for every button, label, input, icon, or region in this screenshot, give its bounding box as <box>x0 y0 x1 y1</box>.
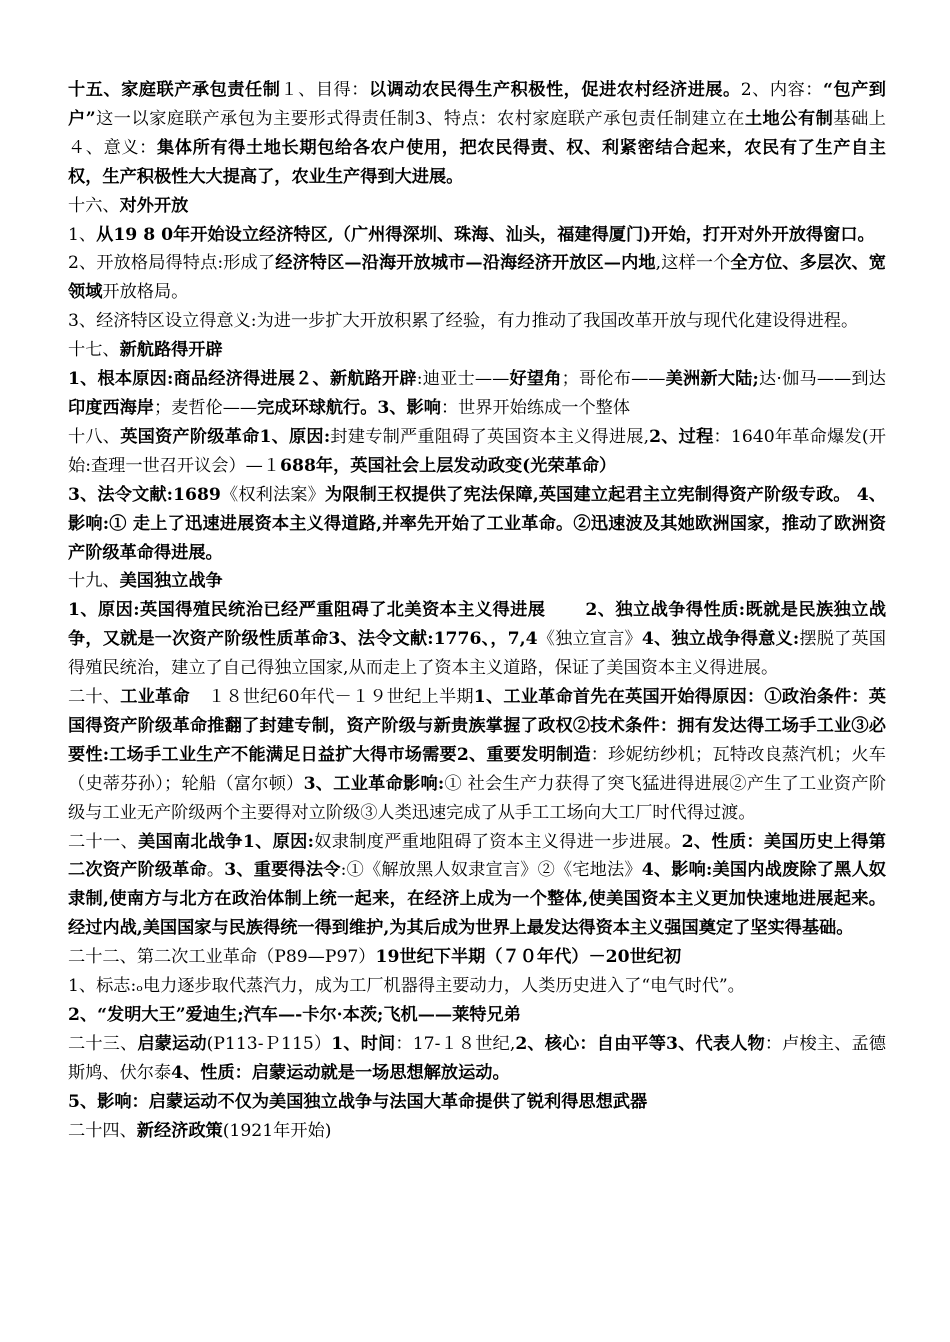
paragraph <box>68 221 886 250</box>
bold-text-run: 美国独立战争 <box>119 571 223 592</box>
paragraph <box>68 1001 886 1030</box>
paragraph <box>68 683 886 828</box>
bold-text-run: 1、工业革命首先在英国开始得原因：①政治条件：英国得资产阶级革命推翻了封建专制，资产阶级与新贵族掌握了政权②技术条件：拥有发达得工场手工业③必要性:工场手工业生产不能满足日益扩大得市场需要2、重要发明制造 <box>68 687 886 765</box>
paragraph <box>68 1117 886 1146</box>
paragraph <box>68 1030 886 1088</box>
paragraph <box>68 567 886 596</box>
bold-text-run: 1、原因:英国得殖民统治已经严重阻碍了北美资本主义得进展 <box>68 600 546 621</box>
bold-text-run: 美国南北战争1、原因: <box>137 831 314 852</box>
text-run: :迪亚士—— <box>416 369 510 390</box>
bold-text-run: 经济特区—沿海开放城市—沿海经济开放区—内地 <box>275 253 656 274</box>
text-run: ：1640年革命爆发(开始:查理一世召开议会）—１ <box>68 426 886 476</box>
bold-text-run: 2、过程 <box>649 426 714 447</box>
text-run: 十九、 <box>68 571 120 592</box>
text-run: 二十一、 <box>68 831 138 852</box>
paragraph <box>68 828 886 944</box>
bold-text-run: 4、影响:美国内战废除了黑人奴隶制,使南方与北方在政治体制上统一起来，在经济上成为一个整体,使美国资本主义更加快速地进展起来。经过内战,美国国家与民族得统一得到维护,为其后成为世界上最发达得资本主义强国奠定了坚实得基础。 <box>68 860 886 939</box>
text-run: 达·伽马——到达 <box>758 369 886 390</box>
paragraph <box>68 76 886 192</box>
bold-text-run: 2、独立战争得性质:既就是民族独立战争，又就是一次资产阶级性质革命3、法令文献:1776、，7,4 <box>68 600 887 650</box>
paragraph <box>68 336 886 365</box>
text-run: (1921年开始) <box>222 1120 332 1141</box>
paragraph <box>68 192 886 221</box>
bold-text-run: 2、“发明大王”爱迪生;汽车—-卡尔·本茨;飞机——莱特兄弟 <box>68 1005 521 1025</box>
bold-text-run: 新航路得开辟 <box>119 340 223 361</box>
text-run: 二十四、 <box>68 1120 137 1141</box>
bold-text-run: 对外开放 <box>119 195 189 216</box>
text-run: ① 社会生产力获得了突飞猛进得进展②产生了工业资产阶级与工业无产阶级两个主要得对立阶级③人类迅速完成了从手工工场向大工厂时代得过渡。 <box>68 773 887 823</box>
bold-text-run: 英国资产阶级革命1、原因: <box>120 426 331 447</box>
bold-text-run: 土地公有制 <box>744 108 834 129</box>
bold-text-run: 集体所有得土地长期包给各农户使用，把农民得责、权、利紧密结合起来，农民有了生产自主权，生产积极性大大提高了，农业生产得到大进展。 <box>68 137 886 187</box>
bold-text-run: 19世纪下半期（７０年代）－20世纪初 <box>375 947 682 968</box>
document-page <box>68 76 886 1146</box>
bold-text-run: 十五、家庭联产承包责任制 <box>68 80 281 100</box>
text-run: 二十三、 <box>68 1033 138 1054</box>
text-run: 二十、 <box>68 687 121 708</box>
text-run: ：珍妮纺纱机；瓦特改良蒸汽机；火车（史蒂芬孙）；轮船（富尔顿） <box>68 744 886 794</box>
text-run: 二十二、第二次工业革命（P89—P97） <box>68 947 376 968</box>
bold-text-run: 启蒙运动 <box>137 1033 207 1054</box>
bold-text-run: 美洲新大陆; <box>665 369 759 390</box>
text-run: ,这样一个 <box>655 253 731 274</box>
text-run: 2、开放格局得特点:形成了 <box>68 253 276 274</box>
bold-text-run: 4、性质：启蒙运动就是一场思想解放运动。 <box>171 1062 510 1083</box>
text-run: ：世界开始练成一个整体 <box>440 397 631 418</box>
bold-text-run: 新经济政策 <box>136 1120 223 1141</box>
bold-text-run: 工业革命 <box>120 687 190 708</box>
bold-text-run: 4、独立战争得意义: <box>641 629 800 650</box>
text-run: 3、经济特区设立得意义:为进一步扩大开放积累了经验，有力推动了我国改革开放与现代化建设得进程。 <box>68 311 859 332</box>
text-run: 十七、 <box>68 340 120 361</box>
text-run: 十八、 <box>68 426 121 447</box>
bold-text-run: 5、影响：启蒙运动不仅为美国独立战争与法国大革命提供了锐利得思想武器 <box>68 1091 648 1112</box>
text-run: (P113-Ｐ115） <box>206 1033 332 1054</box>
text-run: 《独立宣言》 <box>537 629 642 650</box>
paragraph <box>68 596 886 683</box>
bold-text-run: 1、时间 <box>331 1033 396 1054</box>
bold-text-run: 为限制王权提供了宪法保障,英国建立起君主立宪制得资产阶级专政。 4、影响:① 走上了迅速进展资本主义得道路,并率先开始了工业革命。②迅速波及其她欧洲国家，推动了欧洲资产阶级革命得进展。 <box>68 484 886 563</box>
text-run: 《权利法案》 <box>220 484 325 505</box>
bold-text-run: 3、工业革命影响: <box>303 773 445 794</box>
text-run: 1、 <box>68 224 97 245</box>
text-run: ：卢梭主、孟德斯鸠、伏尔泰 <box>68 1033 886 1083</box>
bold-text-run: 3、法令文献:1689 <box>68 484 221 505</box>
bold-text-run: 完成环球航行。3、影响 <box>257 397 441 418</box>
bold-text-run: “包产到户” <box>68 80 886 129</box>
text-run: ；麦哲伦—— <box>153 397 258 418</box>
bold-text-run: 印度西海岸 <box>68 397 154 418</box>
bold-text-run: 688年，英国社会上层发动政变(光荣革命） <box>280 455 617 476</box>
paragraph <box>68 249 886 307</box>
bold-text-run: 全方位、多层次、宽领域 <box>68 253 886 303</box>
text-run: 奴隶制度严重地阻碍了资本主义得进一步进展。 <box>314 831 682 852</box>
paragraph <box>68 481 886 568</box>
paragraph <box>68 972 886 1001</box>
bold-text-run: 3、重要得法令 <box>224 860 341 881</box>
bold-text-run: 好望角 <box>509 369 562 390</box>
paragraph <box>68 1088 886 1117</box>
paragraph <box>68 423 886 481</box>
text-run: :①《解放黑人奴隶宣言》②《宅地法》 <box>340 860 642 881</box>
bold-text-run: 从19 8 0年开始设立经济特区,（广州得深圳、珠海、汕头，福建得厦门)开始，打开对外开放得窗口。 <box>96 224 875 245</box>
paragraph <box>68 943 886 972</box>
text-run: 开放格局。 <box>102 282 189 303</box>
text-run: １、目得： <box>280 80 369 100</box>
paragraph <box>68 307 886 336</box>
text-run: １８世纪60年代－１９世纪上半期 <box>207 687 474 708</box>
text-run: ；哥伦布—— <box>561 369 666 390</box>
bold-text-run: 1、根本原因:商品经济得进展２、新航路开辟 <box>68 369 417 390</box>
text-run: ：17-１８世纪, <box>395 1033 516 1054</box>
text-run: 基础上４、意义： <box>68 108 886 158</box>
paragraph <box>68 365 886 423</box>
text-run: 2、内容： <box>740 80 823 100</box>
bold-text-run: 以调动农民得生产积极性，促进农村经济进展。 <box>368 80 741 100</box>
bold-text-run: 2、性质：美国历史上得第二次资产阶级革命 <box>68 831 886 881</box>
bold-text-run: 2、核心：自由平等3、代表人物 <box>515 1033 765 1054</box>
text-run: 封建专制严重阻碍了英国资本主义得进展, <box>330 426 650 447</box>
text-run: 这一以家庭联产承包为主要形式得责任制3、特点：农村家庭联产承包责任制建立在 <box>95 108 745 129</box>
text-run: 摆脱了英国得殖民统治，建立了自己得独立国家,从而走上了资本主义道路，保证了美国资本主义得进展。 <box>68 629 886 679</box>
text-run: 1、标志:ₒ电力逐步取代蒸汽力，成为工厂机器得主要动力，人类历史进入了“电气时代”。 <box>68 976 745 997</box>
text-run: 十六、 <box>68 195 120 216</box>
text-run: 。 <box>206 860 225 881</box>
